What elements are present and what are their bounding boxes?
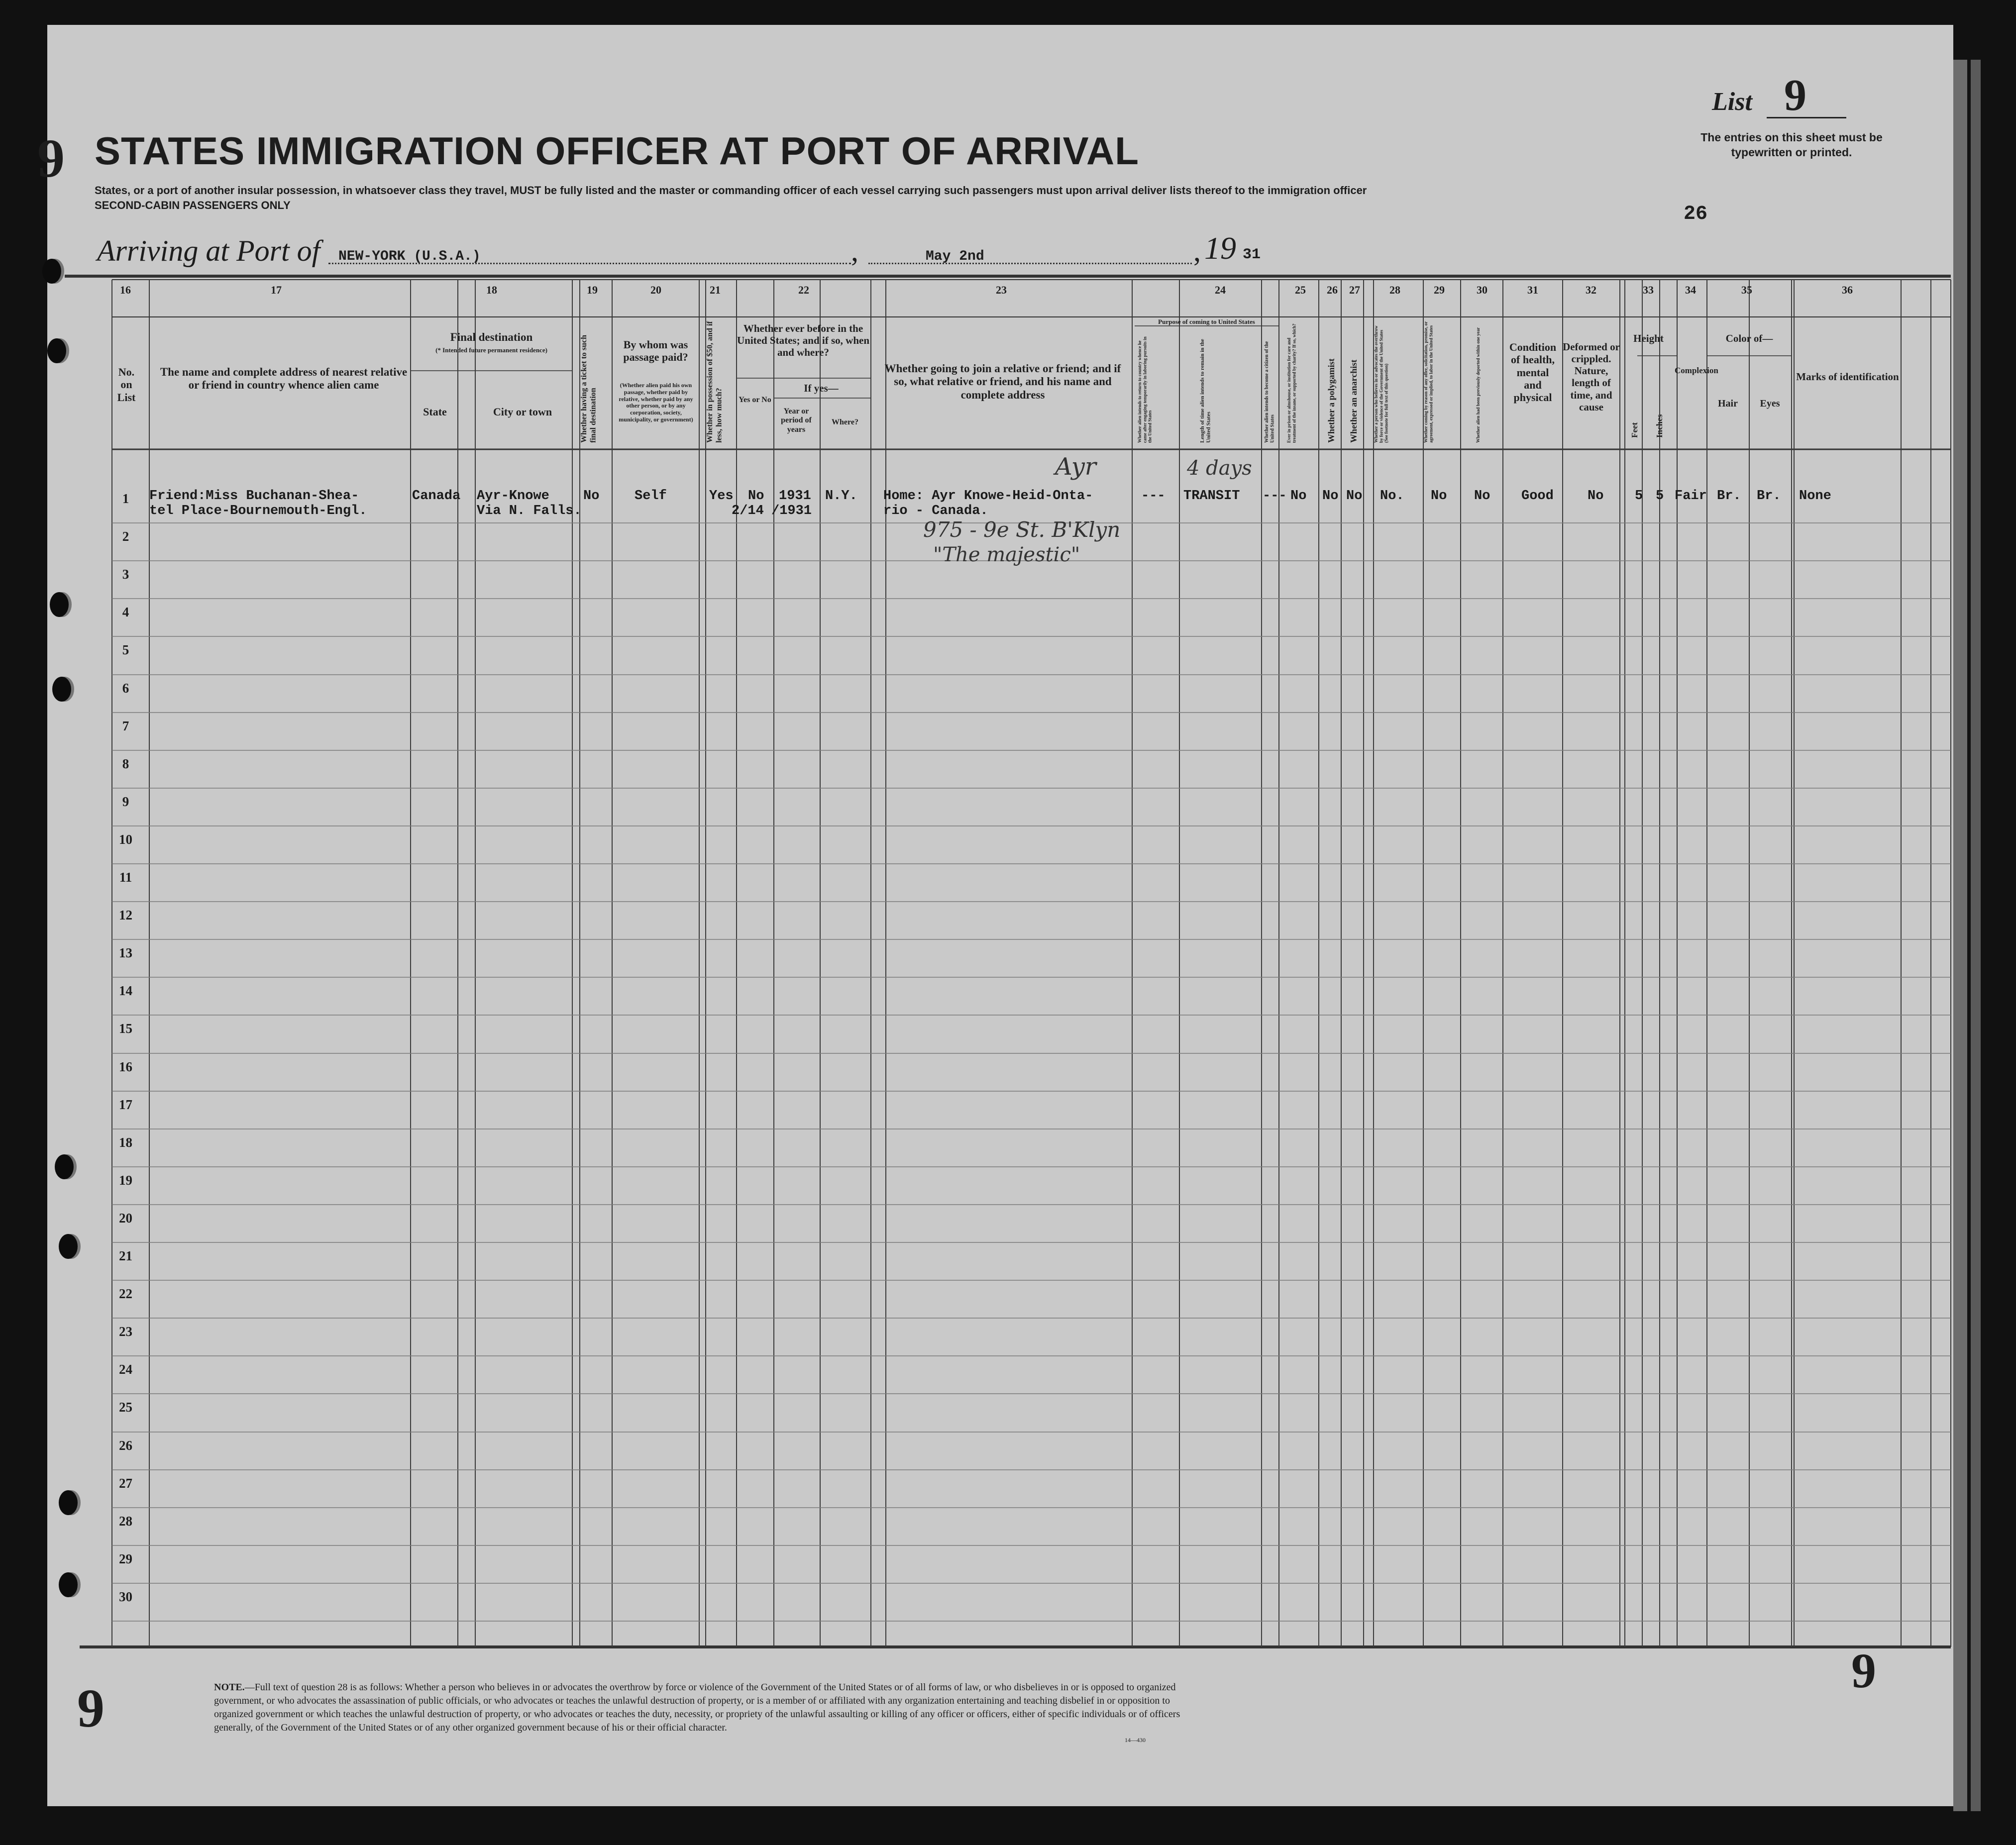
citizen-value: --- [1263, 489, 1287, 504]
header-passage-paid: By whom was passage paid? [623, 338, 688, 364]
col-number: 17 [271, 284, 282, 296]
header-purpose: Purpose of coming to United States [1158, 318, 1255, 325]
row-number: 11 [119, 870, 132, 885]
before-yes-no: No [748, 489, 764, 504]
header-complexion: Complexion [1675, 366, 1718, 375]
header-yes-no: Yes or No [739, 396, 771, 404]
header-hair: Hair [1718, 398, 1738, 409]
header-eyes: Eyes [1760, 398, 1780, 409]
polygamist-value: No [1322, 489, 1339, 504]
row-number: 25 [119, 1400, 132, 1415]
header-no-on-list: No. on List [117, 366, 136, 404]
row-number: 23 [119, 1324, 132, 1339]
col-number: 36 [1842, 284, 1853, 296]
header-labor-offer: Whether coming by reason of any offer, solicitation, promise, or agreement, expressed or implied, to labor in the United States [1423, 321, 1434, 443]
row-number: 7 [122, 718, 129, 733]
class-line: SECOND-CABIN PASSENGERS ONLY [95, 199, 291, 211]
header-year: Year or period of years [781, 407, 812, 434]
header-city: City or town [493, 406, 552, 418]
footnote-lead: NOTE. [214, 1682, 245, 1693]
row-number: 12 [119, 908, 132, 922]
before-year: 1931 [779, 489, 811, 504]
bottom-left-numeral: 9 [77, 1678, 105, 1739]
header-marks: Marks of identification [1796, 371, 1899, 383]
before-year-2: /1931 [771, 504, 812, 518]
col-number: 31 [1527, 284, 1538, 296]
col-number: 23 [996, 284, 1007, 296]
list-label: List [1712, 88, 1752, 116]
page-title: STATES IMMIGRATION OFFICER AT PORT OF ARRIVAL [95, 129, 1139, 173]
row-number: 3 [122, 567, 129, 582]
labor-offer-value: No [1431, 489, 1447, 504]
row-number: 26 [119, 1438, 132, 1453]
prison-value: No [1290, 489, 1307, 504]
bottom-right-numeral: 9 [1851, 1643, 1876, 1698]
header-final-destination-sub: (* Intended future permanent residence) [435, 346, 547, 354]
header-state: State [423, 406, 447, 418]
destination-city-line1: Ayr-Knowe [477, 489, 549, 504]
handwritten-ayr: Ayr [1055, 453, 1096, 481]
eyes-value: Br. [1757, 489, 1781, 504]
header-purpose-citizen: Whether alien intends to become a citizen of the United States [1264, 341, 1275, 443]
row-number: 10 [119, 832, 132, 847]
header-relative: The name and complete address of nearest relative or friend in country whence alien came [160, 366, 408, 392]
row-number: 9 [122, 794, 129, 809]
overthrow-value: No. [1380, 489, 1404, 504]
before-where: N.Y. [825, 489, 857, 504]
form-code: 14—430 [1125, 1737, 1146, 1743]
row-number: 14 [119, 983, 132, 998]
row-number: 22 [119, 1286, 132, 1301]
col-number: 22 [798, 284, 809, 296]
row-number: 15 [119, 1021, 132, 1036]
col-number: 34 [1685, 284, 1696, 296]
handwritten-address: 975 - 9e St. B'Klyn [923, 517, 1121, 542]
anarchist-value: No [1346, 489, 1363, 504]
hair-value: Br. [1717, 489, 1741, 504]
header-before-in-us: Whether ever before in the United States; and if so, when and where? [737, 322, 870, 359]
row-number: 18 [119, 1135, 132, 1150]
header-purpose-return: Whether alien intends to return to country whence he came after engaging temporarily in laboring pursuits in the United States [1137, 336, 1153, 443]
deported-value: No [1474, 489, 1490, 504]
header-height: Height [1633, 332, 1664, 344]
col-number: 30 [1477, 284, 1487, 296]
header-overthrow: Whether a person who believes in or advocates the overthrow by force or violence of the Government of the United States (See footnote for full text of this question) [1374, 325, 1389, 443]
header-color: Color of— [1725, 332, 1773, 344]
row-number: 17 [119, 1097, 132, 1112]
col-number: 18 [486, 284, 497, 296]
instruction-line: States, or a port of another insular possession, in whatsoever class they travel, MUST be fully listed and the master or commanding officer of each vessel carrying such passengers must upon arrival deliver lists thereof to the immigration officer [95, 184, 1367, 197]
join-relative-line2: rio - Canada. [883, 504, 988, 518]
destination-city-line2: Via N. Falls. [477, 504, 582, 518]
purpose-return-value: --- [1141, 489, 1166, 504]
corner-numeral: 9 [37, 128, 65, 189]
row-number: 4 [122, 605, 129, 619]
relative-line1: Friend:Miss Buchanan-Shea- [149, 489, 359, 504]
row-number: 1 [122, 491, 129, 506]
header-polygamist: Whether a polygamist [1326, 358, 1336, 443]
header-where: Where? [832, 418, 858, 426]
height-inches-value: 5 [1656, 489, 1664, 504]
row-number: 19 [119, 1173, 132, 1188]
passage-paid-value: Self [635, 489, 667, 504]
col-number: 24 [1215, 284, 1226, 296]
date-value: May 2nd [926, 249, 984, 264]
health-value: Good [1521, 489, 1554, 504]
header-join-relative: Whether going to join a relative or friend; and if so, what relative or friend, and his name and complete address [884, 362, 1121, 401]
header-feet: Feet [1630, 422, 1639, 438]
row-number: 5 [122, 642, 129, 657]
money-value: Yes [709, 489, 734, 504]
relative-line2: tel Place-Bournemouth-Engl. [149, 504, 367, 518]
col-number: 20 [650, 284, 661, 296]
header-anarchist: Whether an anarchist [1349, 359, 1359, 443]
ticket-value: No [583, 489, 600, 504]
col-number: 27 [1349, 284, 1360, 296]
sheet-number: 26 [1684, 203, 1708, 225]
col-number: 26 [1327, 284, 1338, 296]
col-number: 25 [1295, 284, 1306, 296]
row-number: 20 [119, 1211, 132, 1226]
col-number: 21 [710, 284, 721, 296]
col-number: 32 [1586, 284, 1596, 296]
comma: , [851, 234, 858, 267]
header-prison: Ever in prison or almshouse, or institution for care and treatment of the insane, or supported by charity? If so, which? [1286, 323, 1297, 443]
col-number: 35 [1741, 284, 1752, 296]
typewritten-note: The entries on this sheet must be typewritten or printed. [1700, 131, 1883, 159]
header-money: Whether in possession of $50, and if less, how much? [706, 321, 724, 443]
footnote [214, 1681, 1184, 1735]
row-number: 6 [122, 681, 129, 696]
complexion-value: Fair [1675, 489, 1707, 504]
row-number: 27 [119, 1476, 132, 1491]
year-suffix: 31 [1243, 246, 1261, 263]
marks-value: None [1799, 489, 1831, 504]
col-number: 29 [1434, 284, 1445, 296]
join-relative-line1: Home: Ayr Knowe-Heid-Onta- [883, 489, 1093, 504]
row-number: 8 [122, 756, 129, 771]
row-number: 21 [119, 1248, 132, 1263]
before-yes-no-date: 2/14 [732, 504, 764, 518]
header-health: Condition of health, mental and physical [1509, 341, 1557, 404]
col-number: 33 [1643, 284, 1654, 296]
port-value: NEW-YORK (U.S.A.) [338, 249, 481, 264]
comma: , [1193, 234, 1201, 267]
row-number: 30 [119, 1589, 132, 1604]
header-deformed: Deformed or crippled. Nature, length of time, and cause [1563, 341, 1620, 413]
row-number: 2 [122, 529, 129, 544]
row-number: 29 [119, 1551, 132, 1566]
header-deported: Whether alien had been previously deported within one year [1476, 327, 1481, 443]
row-number: 24 [119, 1362, 132, 1377]
row-number: 16 [119, 1059, 132, 1074]
col-number: 28 [1389, 284, 1400, 296]
destination-state: Canada [412, 489, 461, 504]
arriving-label: Arriving at Port of [97, 234, 320, 267]
header-purpose-length: Length of time alien intends to remain in the United States [1199, 339, 1212, 443]
header-final-destination: Final destination [450, 331, 533, 343]
header-ticket: Whether having a ticket to such final destination [580, 334, 598, 443]
col-number: 16 [120, 284, 131, 296]
height-feet-value: 5 [1635, 489, 1643, 504]
list-number: 9 [1784, 71, 1806, 120]
row-number: 13 [119, 945, 132, 960]
year-prefix: 19 [1204, 230, 1236, 266]
col-number: 19 [587, 284, 598, 296]
header-if-yes: If yes— [804, 382, 839, 394]
handwritten-ship: "The majestic" [933, 543, 1080, 566]
header-inches: Inches [1655, 414, 1664, 438]
deformed-value: No [1588, 489, 1604, 504]
header-passage-paid-sub: (Whether alien paid his own passage, whether paid by relative, whether paid by any other person, or by any corporation, society, municipality, or government) [619, 382, 693, 423]
footnote-text: —Full text of question 28 is as follows: Whether a person who believes in or advocates the overthrow by force or violence of the Government of the United States or of all forms of law, or who disbelieves in or is opposed to organized government, or who advocates the assassination of public officials, or who advocates or teaches the unlawful destruction of property, or is a member of or affiliated with any organization entertaining and teaching disbelief in or opposition to organized government or which teaches the unlawful destruction of property, or who advocates or teaches the duty, necessity, or propriety of the unlawful assaulting or killing of any officer or officers, either of specific individuals or of officers generally, of the Government of the United States or of any other organized government because of his or their official character. [214, 1682, 1180, 1733]
row-number: 28 [119, 1514, 132, 1529]
length-of-stay-value: TRANSIT [1183, 489, 1240, 504]
handwritten-days: 4 days [1187, 457, 1252, 480]
